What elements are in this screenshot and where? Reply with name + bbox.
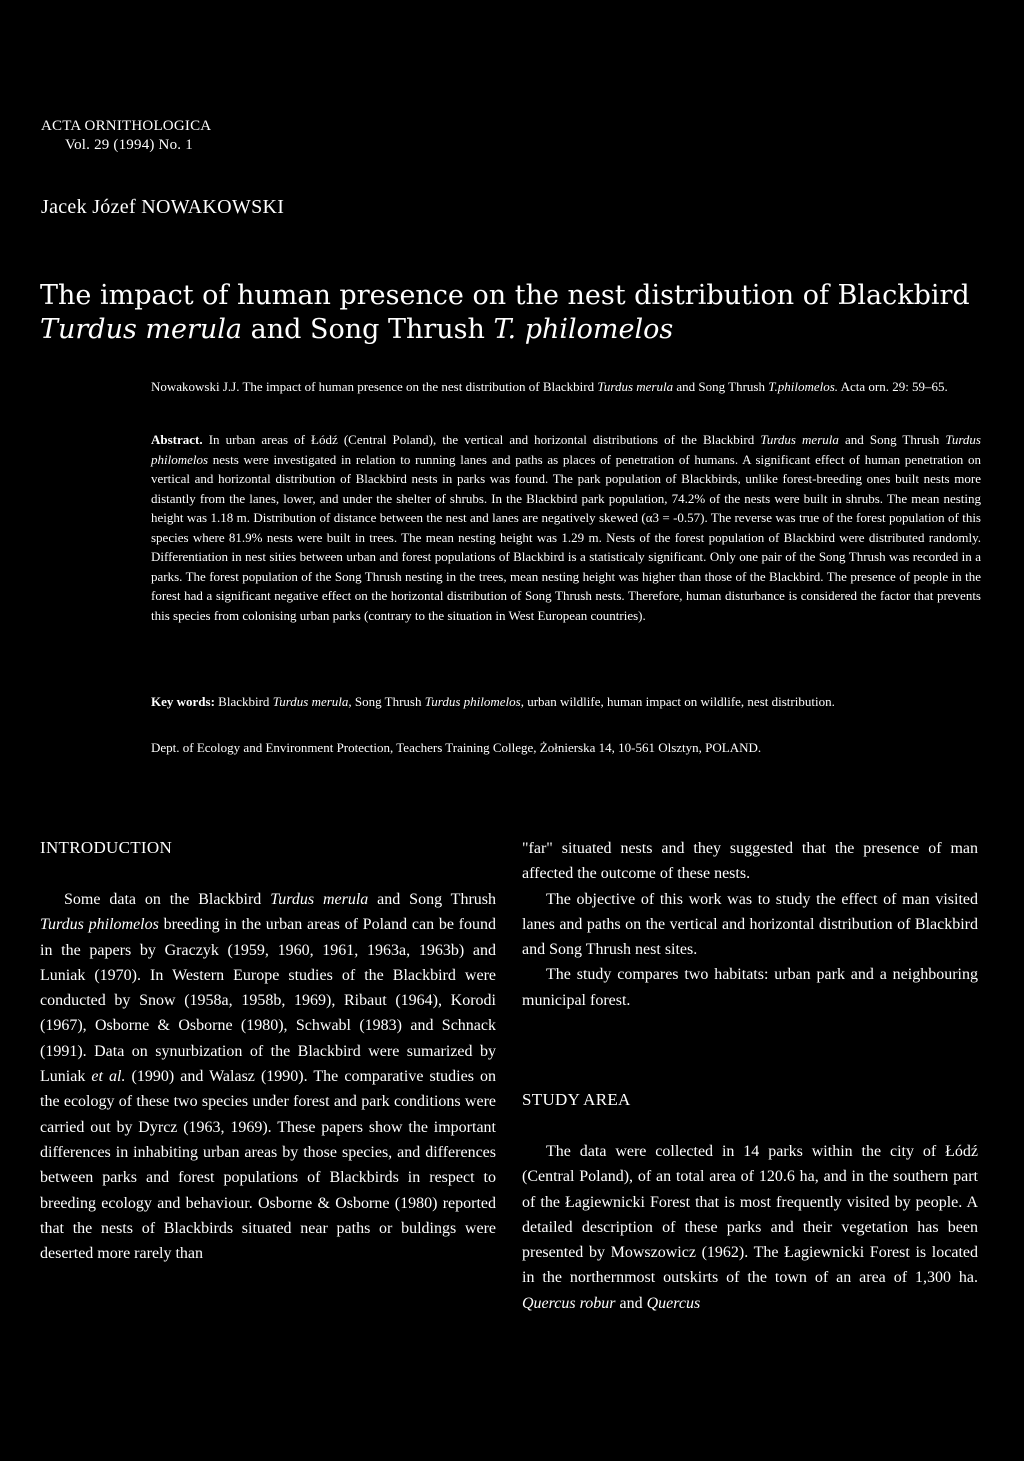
study-species-2: Quercus — [646, 1294, 701, 1312]
introduction-paragraph-3: The objective of this work was to study the effect of man visited lanes and paths on the vertical and horizontal distribution of Blackbird and Song Thrush nest sites. — [522, 890, 978, 959]
study-text-b: and — [615, 1294, 647, 1312]
keywords-text-2: , Song Thrush — [348, 694, 425, 709]
journal-header — [41, 117, 211, 155]
introduction-right-column — [522, 836, 978, 1013]
title-line-2 — [40, 313, 1000, 347]
citation-species-1: Turdus merula — [597, 379, 674, 394]
intro-species-1: Turdus merula — [270, 891, 369, 908]
study-text-a: The data were collected in 14 parks within the city of Łódź (Central Poland), of an total area of 120.6 ha, and in the southern part of the Łagiewnicki Forest that is most frequently visited by people. A detailed description of these parks and their vegetation has been presented by Mowszowicz (1962). The Łagiewnicki Forest is located in the northernmost outskirts of the town of an area of 1,300 ha. — [522, 1143, 978, 1287]
introduction-left-column — [40, 887, 496, 1266]
title-connector: and Song Thrush — [242, 314, 494, 345]
journal-name: ACTA ORNITHOLOGICA — [41, 118, 212, 134]
abstract-text-2: and Song Thrush — [838, 432, 946, 447]
intro-species-2: Turdus philomelos — [40, 916, 159, 934]
study-area-column — [522, 1139, 978, 1316]
introduction-heading: INTRODUCTION — [40, 838, 173, 857]
abstract-species-2: Turdus philomelos — [151, 432, 981, 467]
abstract — [151, 430, 981, 625]
intro-text-c: breeding in the urban areas of Poland can be found in the papers by Graczyk (1959, 1960, 1961, 1963a, 1963b) and Luniak (1970). In Western Europe studies of the Blackbird were conducted by Snow (1958a, 1958b, 1969), Ribaut (1964), Korodi (1967), Osborne & Osborne (1980), Schwabl (1983) and Schnack (1991). Data on synurbization of the Blackbird were sumarized by Luniak — [40, 916, 496, 1086]
study-species-1: Quercus robur — [522, 1294, 616, 1312]
keywords-species-1: Turdus merula — [272, 694, 349, 709]
citation — [151, 377, 981, 396]
abstract-species-1: Turdus merula — [760, 432, 839, 447]
title-species-1: Turdus merula — [40, 314, 243, 345]
affiliation: Dept. of Ecology and Environment Protection, Teachers Training College, Żołnierska 14, 10-561 Olsztyn, POLAND. — [151, 740, 762, 755]
intro-text-d: (1990) and Walasz (1990). The comparative studies on the ecology of these two species under forest and park conditions were carried out by Dyrcz (1963, 1969). These papers show the important differences in inhabiting urban areas by those species, and differences between parks and forest populations of Blackbirds in respect to breeding ecology and behaviour. Osborne & Osborne (1980) reported that the nests of Blackbirds situated near paths or buldings were deserted more rarely than — [40, 1068, 496, 1263]
introduction-paragraph-4: The study compares two habitats: urban park and a neighbouring municipal forest. — [522, 966, 978, 1009]
keywords — [151, 692, 981, 712]
study-area-heading: STUDY AREA — [522, 1090, 631, 1109]
citation-text-3: Acta orn. 29: 59–65. — [838, 379, 948, 394]
citation-text-1: Nowakowski J.J. The impact of human presence on the nest distribution of Blackbird — [151, 379, 598, 394]
intro-text-a: Some data on the Blackbird — [64, 891, 271, 908]
study-area-paragraph-1 — [522, 1139, 978, 1316]
abstract-text-3: nests were investigated in relation to running lanes and paths as places of penetration of humans. A significant effect of human penetration on vertical and horizontal distribution of Blackbird nests in parks was found. The park population of Blackbirds, unlike forest-breeding ones built nests more distantly from the lanes, lower, and under the shelter of shrubs. In the Blackbird park population, 74.2% of the nests were built in shrubs. The mean nesting height was 1.18 m. Distribution of distance between the nest and lanes are negatively skewed (α3 = -0.57). The reverse was true of the forest population of this species where 81.9% nests were built in trees. The mean nesting height was 1.29 m. Nests of the forest population of Blackbird were distributed randomly. Differentiation in nest sities between urban and forest populations of Blackbird is a statisticaly significant. Only one pair of the Song Thrush was recorded in a parks. The forest population of the Song Thrush nesting in the trees, mean nesting height was higher than those of the Blackbird. The presence of people in the forest had a significant negative effect on the horizontal distribution of Song Thrush nests. Therefore, human disturbance is considered the factor that prevents this species from colonising urban parks (contrary to the situation in West European countries). — [151, 451, 981, 623]
abstract-text-1: In urban areas of Łódź (Central Poland), the vertical and horizontal distributions of the Blackbird — [202, 432, 761, 447]
author-name: Jacek Józef NOWAKOWSKI — [41, 196, 285, 218]
abstract-label: Abstract. — [151, 432, 203, 447]
title-line-1: The impact of human presence on the nest distribution of Blackbird — [40, 280, 970, 311]
introduction-paragraph-1 — [40, 887, 496, 1266]
keywords-label: Key words: — [151, 694, 215, 709]
keywords-text-3: , urban wildlife, human impact on wildlife, nest distribution. — [520, 694, 835, 709]
paper-title — [40, 279, 1000, 347]
keywords-species-2: Turdus philomelos — [424, 694, 521, 709]
intro-text-b: and Song Thrush — [368, 891, 496, 908]
title-species-2: T. philomelos — [493, 314, 674, 345]
keywords-text-1: Blackbird — [214, 694, 273, 709]
journal-volume: Vol. 29 (1994) No. 1 — [65, 137, 193, 153]
intro-et-al: et al. — [91, 1068, 126, 1086]
introduction-paragraph-2: "far" situated nests and they suggested that the presence of man affected the outcome of these nests. — [522, 840, 978, 883]
citation-text-2: and Song Thrush — [673, 379, 769, 394]
citation-species-2: T.philomelos. — [768, 379, 839, 394]
